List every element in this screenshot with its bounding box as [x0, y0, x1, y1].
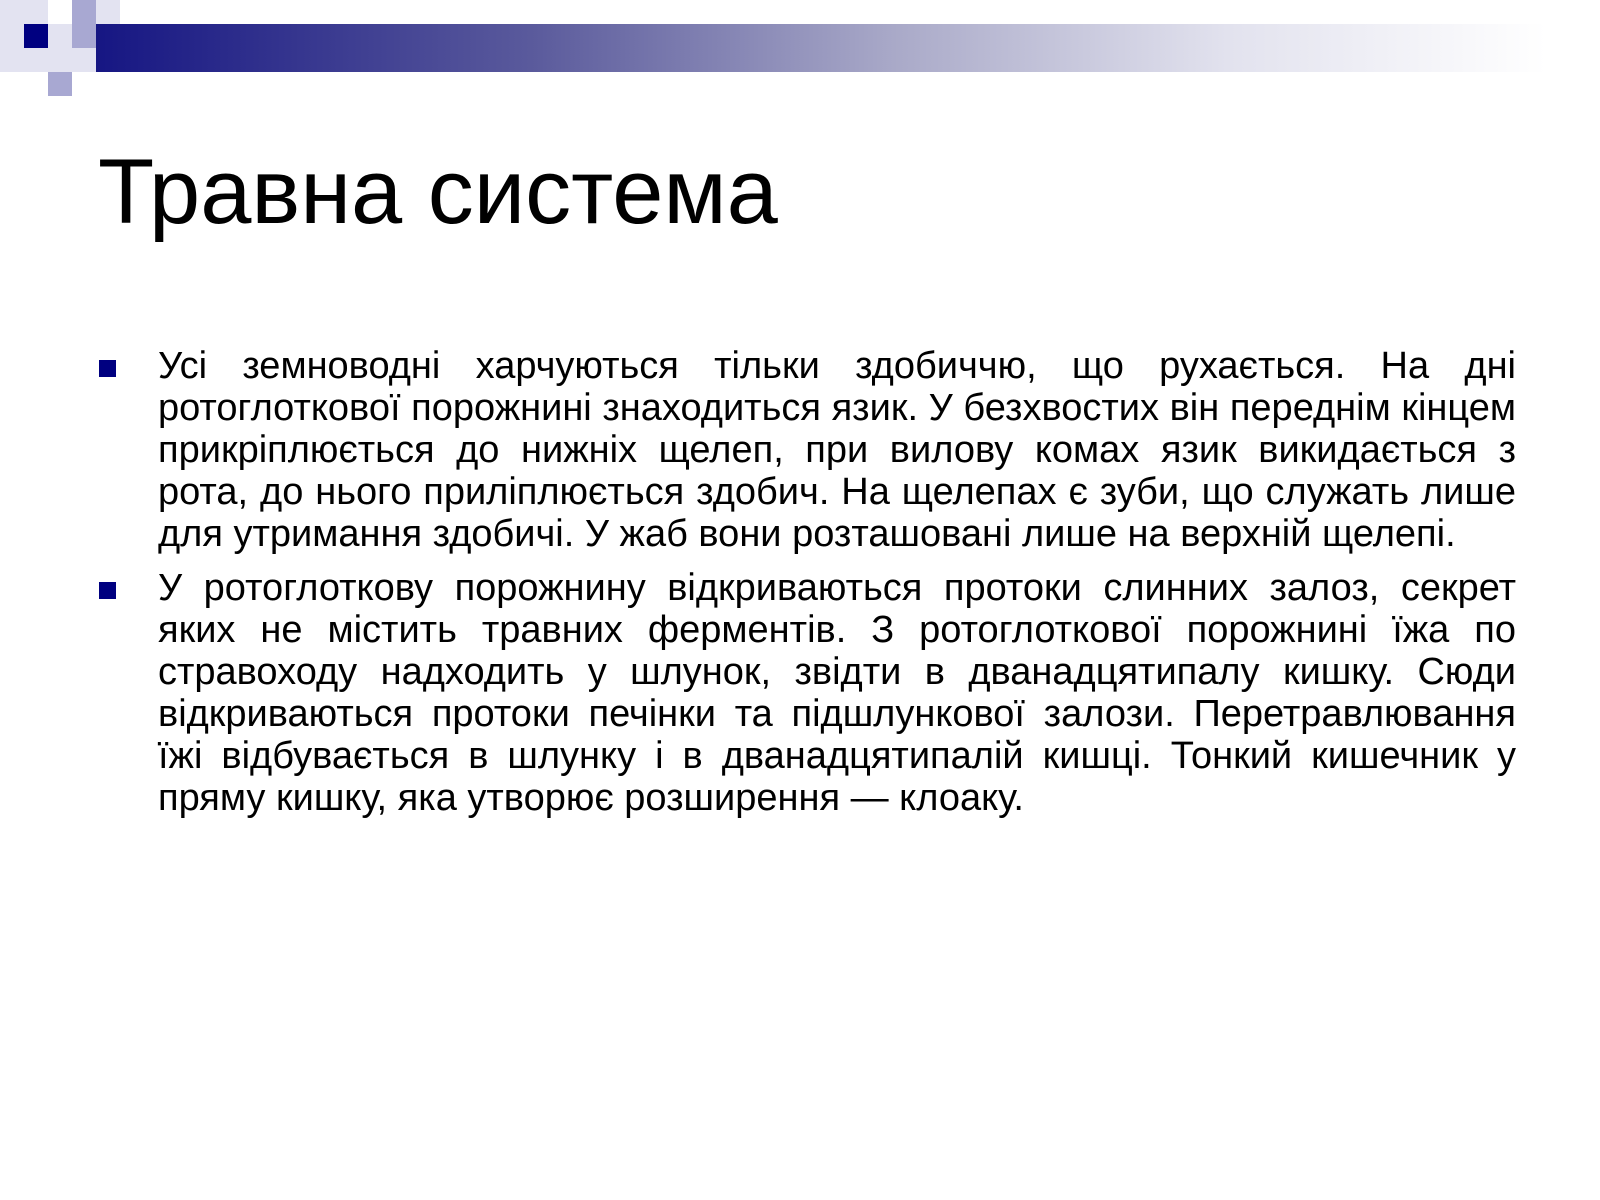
- deco-square: [48, 72, 72, 96]
- deco-square: [48, 0, 72, 24]
- bullet-text: У ротоглоткову порожнину відкриваються протоки слинних залоз, секрет яких не містить травних ферментів. З ротоглоткової порожнині їжа по стравоходу надходить у шлунок, звідти в дванадцятипалу кишку. Сюди відкриваються протоки печінки та підшлункової залози. Перетравлювання їжі відбувається в шлунку і в дванадцятипалій кишці. Тонкий кишечник у пряму кишку, яка утворює розширення — клоаку.: [158, 567, 1516, 819]
- slide-title: Травна система: [98, 141, 778, 243]
- deco-square: [24, 24, 48, 48]
- square-bullet-icon: [99, 360, 116, 377]
- bullet-text: Усі земноводні харчуються тільки здобиччю, що рухається. На дні ротоглоткової порожнині знаходиться язик. У безхвостих він переднім кінцем прикріплюється до нижніх щелеп, при вилову комах язик викидається з рота, до нього приліплюється здобич. На щелепах є зуби, що служать лише для утримання здобичі. У жаб вони розташовані лише на верхній щелепі.: [158, 345, 1516, 555]
- header-decoration: [0, 0, 1600, 100]
- gradient-bar: [96, 24, 1546, 72]
- square-bullet-icon: [99, 582, 116, 599]
- bullet-item: [96, 345, 1516, 555]
- deco-square: [96, 0, 120, 24]
- bullet-item: [96, 567, 1516, 819]
- deco-square: [72, 48, 96, 72]
- bullet-list: [96, 345, 1516, 831]
